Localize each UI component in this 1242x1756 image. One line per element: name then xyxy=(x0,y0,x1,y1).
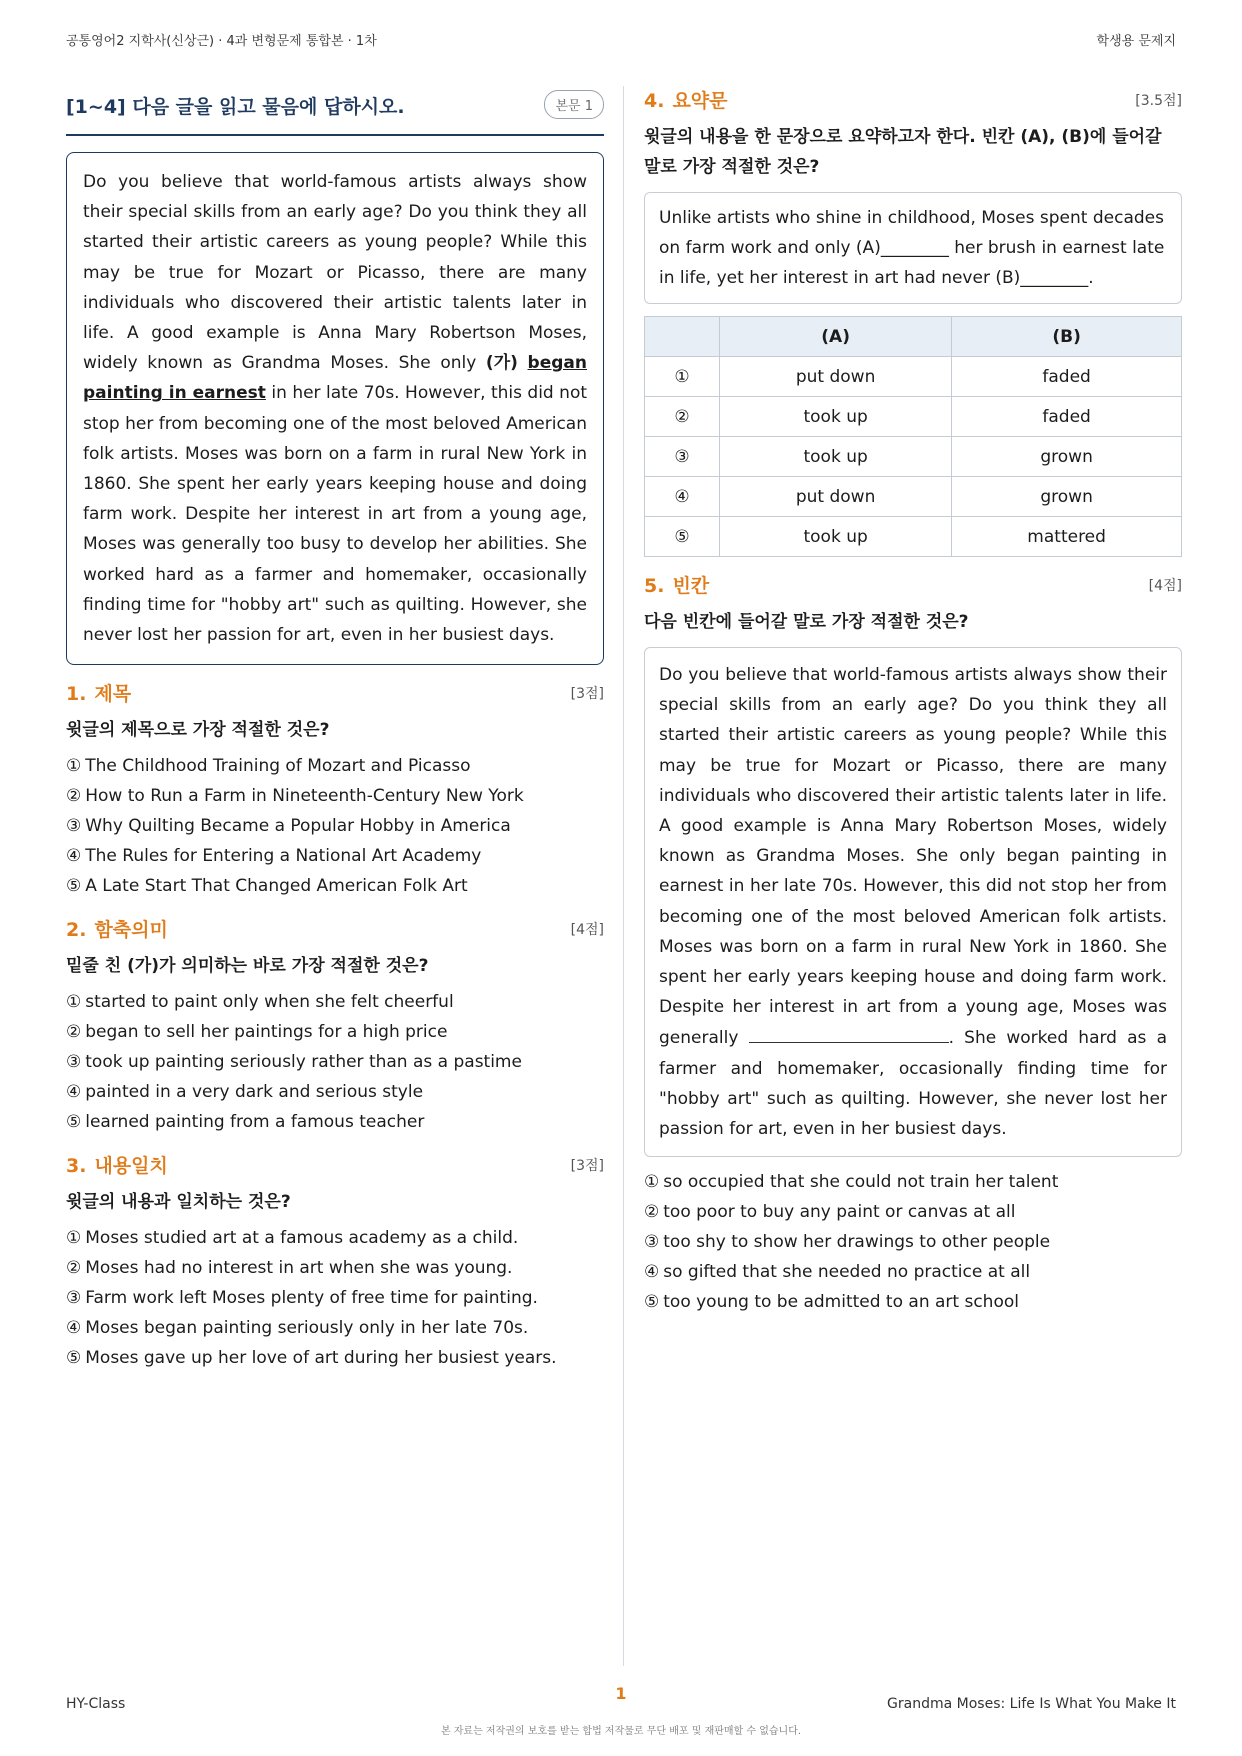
table-cell-a: took up xyxy=(720,437,952,477)
option-text: too poor to buy any paint or canvas at all xyxy=(663,1202,1016,1223)
option-item[interactable] xyxy=(644,1287,1182,1317)
option-item[interactable] xyxy=(66,1077,604,1107)
question-2-prompt: 밑줄 친 (가)가 의미하는 바로 가장 적절한 것은? xyxy=(66,956,429,977)
passage-marker: (가) xyxy=(485,353,518,374)
option-item[interactable] xyxy=(66,1283,604,1313)
option-item[interactable] xyxy=(66,841,604,871)
question-2-title: 함축의미 xyxy=(94,919,168,942)
option-mark: ① xyxy=(644,1172,660,1193)
passage-text-after: in her late 70s. However, this did not stop her from becoming one of the most beloved American folk artists. Moses was born on a farm in rural New York in 1860. She spent her early years keeping house and doing farm work. Despite her interest in art from a young age, Moses was generally too busy to develop her abilities. She worked hard as a farmer and homemaker, occasionally finding time for "hobby art" such as quilting. However, she never lost her passion for art, even in her busiest days. xyxy=(83,383,588,646)
table-cell-b: faded xyxy=(952,357,1182,397)
option-text: started to paint only when she felt cheerful xyxy=(85,992,454,1013)
option-mark: ② xyxy=(66,786,82,807)
option-text: too shy to show her drawings to other people xyxy=(663,1232,1051,1253)
option-mark: ① xyxy=(66,756,82,777)
option-mark: ② xyxy=(644,1202,660,1223)
option-item[interactable] xyxy=(66,1313,604,1343)
question-2 xyxy=(66,915,604,1137)
blank-passage xyxy=(644,647,1182,1157)
option-mark: ④ xyxy=(66,1082,82,1103)
table-header-blank xyxy=(645,317,720,357)
question-5-prompt: 다음 빈칸에 들어갈 말로 가장 적절한 것은? xyxy=(644,612,969,632)
question-3 xyxy=(66,1151,604,1373)
option-item[interactable] xyxy=(66,1253,604,1283)
blank-passage-before: Do you believe that world-famous artists always show their special skills from an early age? Do you think they all started their artistic careers as young people? While this may be true for Mozart or Picasso, there are many individuals who discovered their artistic talents later in life. A good example is Anna Mary Robertson Moses, widely known as Grandma Moses. She only began painting in earnest in her late 70s. However, this did not stop her from becoming one of the most beloved American folk artists. Moses was born on a farm in rural New York in 1860. She spent her early years keeping house and doing farm work. Despite her interest in art from a young age, Moses was generally xyxy=(659,665,1167,1049)
question-3-title: 내용일치 xyxy=(94,1155,168,1178)
option-text: began to sell her paintings for a high price xyxy=(85,1022,448,1043)
section-heading xyxy=(66,86,604,136)
table-row[interactable] xyxy=(645,397,1182,437)
table-cell-a: took up xyxy=(720,397,952,437)
column-divider xyxy=(623,86,624,1666)
option-mark: ② xyxy=(66,1022,82,1043)
option-item[interactable] xyxy=(66,1343,604,1373)
question-3-options xyxy=(66,1223,604,1373)
question-1-header xyxy=(66,679,604,709)
option-item[interactable] xyxy=(66,1047,604,1077)
table-row[interactable] xyxy=(645,437,1182,477)
option-item[interactable] xyxy=(66,987,604,1017)
table-cell-b: faded xyxy=(952,397,1182,437)
table-cell-b: grown xyxy=(952,477,1182,517)
option-item[interactable] xyxy=(66,1107,604,1137)
question-4-title: 요약문 xyxy=(672,90,728,112)
copyright-notice: 본 자료는 저작권의 보호를 받는 합법 저작물로 무단 배포 및 재판매할 수 없습니다. xyxy=(440,1726,802,1737)
table-header-b: (B) xyxy=(952,317,1182,357)
passage-tag: 본문 1 xyxy=(544,90,604,119)
option-item[interactable] xyxy=(66,871,604,901)
question-2-number: 2. xyxy=(66,919,87,942)
option-text: too young to be admitted to an art school xyxy=(663,1292,1019,1313)
table-row[interactable] xyxy=(645,517,1182,557)
question-1-points: [3점] xyxy=(570,686,604,703)
option-text: took up painting seriously rather than as a pastime xyxy=(85,1052,522,1073)
table-cell-mark: ④ xyxy=(645,477,720,517)
table-header-a: (A) xyxy=(720,317,952,357)
option-text: Moses gave up her love of art during her busiest years. xyxy=(85,1348,557,1369)
question-5-options xyxy=(644,1167,1182,1317)
question-4-prompt: 윗글의 내용을 한 문장으로 요약하고자 한다. 빈칸 (A), (B)에 들어갈 말로 가장 적절한 것은? xyxy=(644,127,1162,177)
right-column xyxy=(644,86,1182,1317)
question-4-points: [3.5점] xyxy=(1135,93,1182,109)
question-1-title: 제목 xyxy=(94,683,132,706)
question-2-options xyxy=(66,987,604,1137)
question-4-header xyxy=(644,86,1182,116)
blank-passage-after: . She worked hard as a farmer and homemaker, occasionally finding time for "hobby art" such as quilting. However, she never lost her passion for art, even in her busiest days. xyxy=(659,1028,1167,1140)
option-text: A Late Start That Changed American Folk Art xyxy=(85,876,468,897)
left-column xyxy=(66,86,604,1373)
option-mark: ① xyxy=(66,1228,82,1249)
option-mark: ① xyxy=(66,992,82,1013)
table-cell-mark: ① xyxy=(645,357,720,397)
option-item[interactable] xyxy=(66,1223,604,1253)
table-cell-a: took up xyxy=(720,517,952,557)
option-text: The Rules for Entering a National Art Academy xyxy=(85,846,482,867)
table-cell-mark: ⑤ xyxy=(645,517,720,557)
option-text: Moses studied art at a famous academy as a child. xyxy=(85,1228,519,1249)
page-number: 1 xyxy=(615,1684,627,1703)
option-text: How to Run a Farm in Nineteenth-Century New York xyxy=(85,786,524,807)
footer-lesson-title: Grandma Moses: Life Is What You Make It xyxy=(887,1696,1176,1712)
question-1-number: 1. xyxy=(66,683,87,706)
option-mark: ③ xyxy=(644,1232,660,1253)
option-item[interactable] xyxy=(644,1227,1182,1257)
option-mark: ⑤ xyxy=(66,876,82,897)
option-text: so gifted that she needed no practice at all xyxy=(663,1262,1031,1283)
option-mark: ③ xyxy=(66,1288,82,1309)
table-header-row xyxy=(645,317,1182,357)
option-item[interactable] xyxy=(66,751,604,781)
option-mark: ⑤ xyxy=(66,1112,82,1133)
option-item[interactable] xyxy=(644,1197,1182,1227)
option-text: learned painting from a famous teacher xyxy=(85,1112,425,1133)
table-cell-b: grown xyxy=(952,437,1182,477)
option-mark: ③ xyxy=(66,1052,82,1073)
option-item[interactable] xyxy=(644,1167,1182,1197)
option-mark: ③ xyxy=(66,816,82,837)
question-1 xyxy=(66,679,604,901)
table-row[interactable] xyxy=(645,477,1182,517)
page-header xyxy=(66,30,1176,52)
question-3-header xyxy=(66,1151,604,1181)
option-text: Moses had no interest in art when she was young. xyxy=(85,1258,513,1279)
option-mark: ④ xyxy=(66,1318,82,1339)
question-3-points: [3점] xyxy=(570,1158,604,1175)
reading-passage xyxy=(66,152,604,665)
table-row[interactable] xyxy=(645,357,1182,397)
footer-brand: HY-Class xyxy=(66,1696,126,1712)
option-mark: ⑤ xyxy=(644,1292,660,1313)
option-mark: ④ xyxy=(644,1262,660,1283)
option-mark: ④ xyxy=(66,846,82,867)
option-item[interactable] xyxy=(66,1017,604,1047)
option-text: Farm work left Moses plenty of free time for painting. xyxy=(85,1288,538,1309)
question-5-title: 빈칸 xyxy=(672,575,710,597)
header-course-info: 공통영어2 지학사(신상근) · 4과 변형문제 통합본 · 1차 xyxy=(66,34,377,49)
blank-line xyxy=(749,1022,949,1043)
question-2-header xyxy=(66,915,604,945)
question-5-header xyxy=(644,571,1182,601)
question-5-points: [4점] xyxy=(1148,578,1182,594)
option-text: The Childhood Training of Mozart and Picasso xyxy=(85,756,471,777)
passage-text-before: Do you believe that world-famous artists always show their special skills from an early age? Do you think they all started their artistic careers as young people? While this may be true for Mozart or Picasso, there are many individuals who discovered their artistic talents later in life. A good example is Anna Mary Robertson Moses, widely known as Grandma Moses. She only xyxy=(83,172,587,374)
table-cell-mark: ③ xyxy=(645,437,720,477)
question-3-number: 3. xyxy=(66,1155,87,1178)
option-item[interactable] xyxy=(644,1257,1182,1287)
option-mark: ② xyxy=(66,1258,82,1279)
question-2-points: [4점] xyxy=(570,922,604,939)
answer-choice-table xyxy=(644,316,1182,557)
passage-underlined-phrase: began painting in earnest xyxy=(83,353,587,404)
option-mark: ⑤ xyxy=(66,1348,82,1369)
option-text: so occupied that she could not train her talent xyxy=(663,1172,1059,1193)
question-4-number: 4. xyxy=(644,90,665,112)
option-text: Moses began painting seriously only in her late 70s. xyxy=(85,1318,529,1339)
table-cell-b: mattered xyxy=(952,517,1182,557)
section-title: [1~4] 다음 글을 읽고 물음에 답하시오. xyxy=(66,96,405,118)
summary-sentence: Unlike artists who shine in childhood, Moses spent decades on farm work and only (A)________ her brush in earnest late in life, yet her interest in art had never (B)________. xyxy=(644,192,1182,304)
table-cell-a: put down xyxy=(720,477,952,517)
header-doc-type: 학생용 문제지 xyxy=(1096,34,1176,49)
option-item[interactable] xyxy=(66,811,604,841)
question-3-prompt: 윗글의 내용과 일치하는 것은? xyxy=(66,1192,291,1213)
option-text: Why Quilting Became a Popular Hobby in America xyxy=(85,816,511,837)
question-4 xyxy=(644,86,1182,557)
option-text: painted in a very dark and serious style xyxy=(85,1082,424,1103)
option-item[interactable] xyxy=(66,781,604,811)
question-1-options xyxy=(66,751,604,901)
table-cell-mark: ② xyxy=(645,397,720,437)
table-cell-a: put down xyxy=(720,357,952,397)
question-5-number: 5. xyxy=(644,575,665,597)
question-1-prompt: 윗글의 제목으로 가장 적절한 것은? xyxy=(66,720,330,741)
question-5 xyxy=(644,571,1182,1317)
